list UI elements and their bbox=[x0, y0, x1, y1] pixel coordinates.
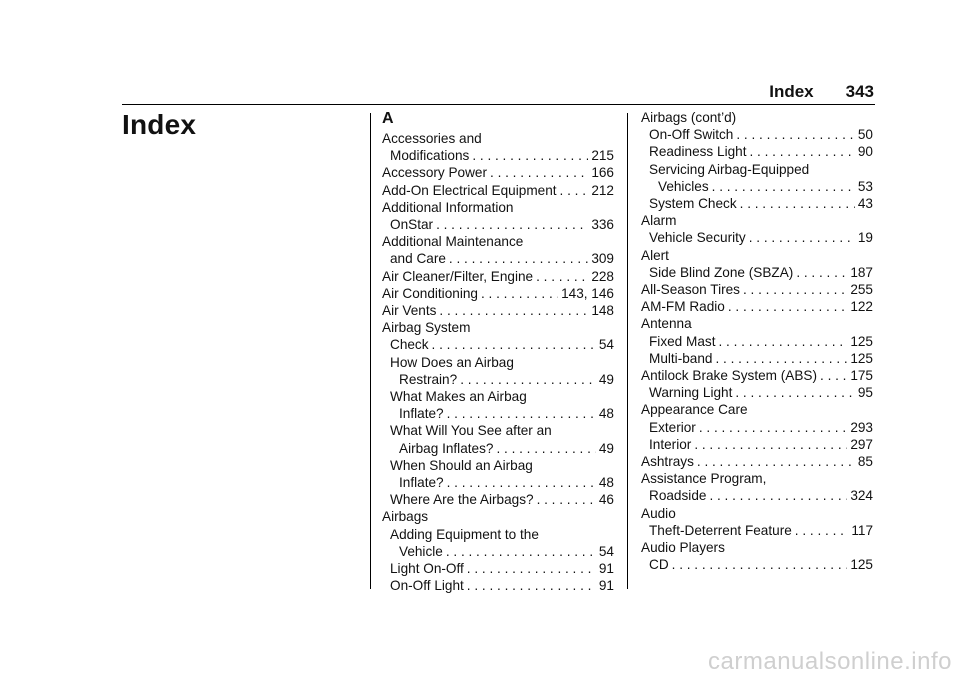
index-entry bbox=[382, 457, 614, 474]
page-title: Index bbox=[122, 109, 197, 140]
leader-dots bbox=[749, 229, 855, 246]
leader-dots bbox=[481, 285, 558, 302]
index-entry-text: What Makes an Airbag bbox=[390, 389, 527, 405]
index-entry-text: Side Blind Zone (SBZA) bbox=[649, 264, 794, 280]
header-page-number: 343 bbox=[845, 82, 874, 101]
index-entry bbox=[382, 302, 614, 319]
index-entry-text: Accessories and bbox=[382, 131, 482, 146]
leader-dots bbox=[718, 333, 847, 350]
index-entry-text: When Should an Airbag bbox=[390, 457, 533, 473]
index-entry-page: 50 bbox=[857, 127, 873, 143]
index-entry bbox=[382, 199, 614, 216]
leader-dots bbox=[436, 216, 588, 233]
index-entry-page: 166 bbox=[591, 165, 614, 181]
index-entry-text: Roadside bbox=[649, 488, 707, 504]
section-letter: A bbox=[382, 110, 394, 127]
index-entry-text: Exterior bbox=[649, 419, 696, 435]
index-entry bbox=[382, 560, 614, 577]
index-entry-page: 95 bbox=[857, 385, 873, 401]
index-entry-text: Vehicle bbox=[399, 543, 443, 559]
index-entry bbox=[641, 161, 873, 178]
index-entry bbox=[382, 164, 614, 181]
index-entry-page: 148 bbox=[591, 303, 614, 319]
column-divider bbox=[370, 113, 371, 589]
leader-dots bbox=[490, 164, 588, 181]
index-entry-page: 175 bbox=[850, 368, 873, 384]
leader-dots bbox=[467, 577, 596, 594]
index-entry-page: 49 bbox=[598, 371, 614, 387]
index-entry bbox=[382, 388, 614, 405]
index-entry-page: 53 bbox=[857, 178, 873, 194]
index-entry-text: OnStar bbox=[390, 217, 434, 233]
index-entry bbox=[641, 436, 873, 453]
index-entry-page: 48 bbox=[598, 406, 614, 422]
index-entry bbox=[382, 371, 614, 388]
index-entry bbox=[382, 182, 614, 199]
index-entry-text: Add-On Electrical Equipment bbox=[382, 182, 557, 198]
leader-dots bbox=[560, 182, 589, 199]
index-entry-page: 54 bbox=[598, 337, 614, 353]
index-entry bbox=[382, 491, 614, 508]
index-entry bbox=[382, 526, 614, 543]
index-entry-text: Additional Information bbox=[382, 199, 514, 215]
index-entry-page: 293 bbox=[850, 419, 873, 435]
index-column-1 bbox=[382, 109, 614, 594]
index-entry-text: Vehicles bbox=[658, 178, 709, 194]
leader-dots bbox=[699, 419, 847, 436]
index-entry-page: 228 bbox=[591, 268, 614, 284]
index-entry bbox=[641, 487, 873, 504]
index-entry-text: Readiness Light bbox=[649, 144, 747, 160]
index-entry bbox=[641, 281, 873, 298]
index-entry-text: Air Conditioning bbox=[382, 285, 478, 301]
index-entry bbox=[641, 126, 873, 143]
index-entry-page: 125 bbox=[850, 333, 873, 349]
index-entry-text: Audio Players bbox=[641, 540, 725, 556]
index-entry bbox=[382, 422, 614, 439]
index-entry-text: Airbag System bbox=[382, 320, 471, 336]
leader-dots bbox=[709, 487, 847, 504]
index-entry bbox=[382, 250, 614, 267]
index-column-2 bbox=[641, 109, 873, 573]
leader-dots bbox=[694, 436, 847, 453]
index-entry bbox=[641, 229, 873, 246]
index-entry bbox=[641, 350, 873, 367]
index-entry-page: 125 bbox=[850, 350, 873, 366]
index-entry bbox=[382, 285, 614, 302]
leader-dots bbox=[740, 195, 855, 212]
leader-dots bbox=[795, 522, 849, 539]
index-entry bbox=[382, 147, 614, 164]
leader-dots bbox=[496, 440, 595, 457]
index-entry bbox=[641, 419, 873, 436]
index-entry-page: 43 bbox=[857, 196, 873, 212]
index-entry bbox=[641, 470, 873, 487]
leader-dots bbox=[472, 147, 588, 164]
index-entry-text: CD bbox=[649, 557, 669, 573]
index-entry bbox=[641, 505, 873, 522]
index-entry-text: Antenna bbox=[641, 316, 692, 332]
index-entry-page: 215 bbox=[591, 148, 614, 164]
index-entry-text: Adding Equipment to the bbox=[390, 526, 539, 542]
index-entry bbox=[382, 354, 614, 371]
index-entry-text: Antilock Brake System (ABS) bbox=[641, 368, 818, 384]
index-entry-text: Light On-Off bbox=[390, 561, 464, 577]
leader-dots bbox=[736, 126, 855, 143]
index-entry bbox=[382, 474, 614, 491]
index-entry-text: All-Season Tires bbox=[641, 282, 740, 298]
index-entry-page: 85 bbox=[857, 454, 873, 470]
index-entry bbox=[382, 405, 614, 422]
leader-dots bbox=[446, 543, 596, 560]
index-entry-text: Alarm bbox=[641, 213, 677, 229]
leader-dots bbox=[743, 281, 847, 298]
leader-dots bbox=[820, 367, 847, 384]
index-entry bbox=[382, 336, 614, 353]
index-entry-page: 187 bbox=[850, 264, 873, 280]
leader-dots bbox=[537, 491, 596, 508]
index-entry-text: Vehicle Security bbox=[649, 230, 746, 246]
index-entry bbox=[382, 577, 614, 594]
index-entry-text: Additional Maintenance bbox=[382, 234, 524, 250]
index-entry bbox=[382, 543, 614, 560]
index-entry-page: 91 bbox=[598, 578, 614, 594]
index-entry-text: Warning Light bbox=[649, 385, 733, 401]
index-entry-text: Inflate? bbox=[399, 406, 444, 422]
leader-dots bbox=[715, 350, 847, 367]
index-entry bbox=[641, 384, 873, 401]
index-entry-text: Accessory Power bbox=[382, 165, 488, 181]
index-entry bbox=[382, 319, 614, 336]
index-entry-text: Audio bbox=[641, 505, 676, 521]
index-entry bbox=[641, 539, 873, 556]
index-entry-page: 49 bbox=[598, 440, 614, 456]
leader-dots bbox=[460, 371, 596, 388]
index-entry-text: Assistance Program, bbox=[641, 471, 767, 487]
index-entry-page: 255 bbox=[850, 282, 873, 298]
index-entry-page: 125 bbox=[850, 557, 873, 573]
index-entry bbox=[382, 216, 614, 233]
index-entry-page: 48 bbox=[598, 475, 614, 491]
index-entry bbox=[641, 247, 873, 264]
index-entry-text: Restrain? bbox=[399, 371, 458, 387]
leader-dots bbox=[672, 556, 848, 573]
index-entry-text: Alert bbox=[641, 247, 669, 263]
leader-dots bbox=[447, 405, 596, 422]
index-entry-text: Theft-Deterrent Feature bbox=[649, 522, 792, 538]
index-entry bbox=[641, 212, 873, 229]
leader-dots bbox=[432, 336, 596, 353]
leader-dots bbox=[536, 268, 588, 285]
index-entry-text: Modifications bbox=[390, 148, 470, 164]
index-entry-text: Airbags (cont’d) bbox=[641, 110, 737, 125]
running-header bbox=[769, 82, 874, 102]
leader-dots bbox=[735, 384, 855, 401]
index-entry-text: What Will You See after an bbox=[390, 423, 552, 439]
leader-dots bbox=[796, 264, 847, 281]
index-entry bbox=[641, 453, 873, 470]
index-entry-text: Air Vents bbox=[382, 303, 437, 319]
index-entry-page: 117 bbox=[851, 522, 873, 538]
index-entry-page: 122 bbox=[850, 299, 873, 315]
index-entry-text: Airbags bbox=[382, 509, 429, 525]
leader-dots bbox=[712, 178, 855, 195]
header-rule bbox=[122, 104, 875, 105]
index-entry-page: 336 bbox=[591, 217, 614, 233]
index-entry bbox=[641, 298, 873, 315]
index-entry bbox=[641, 178, 873, 195]
index-entry-text: System Check bbox=[649, 196, 737, 212]
leader-dots bbox=[467, 560, 596, 577]
index-entry bbox=[641, 333, 873, 350]
index-entry bbox=[382, 268, 614, 285]
index-entry bbox=[382, 440, 614, 457]
index-entry-text: Inflate? bbox=[399, 475, 444, 491]
index-entry-text: How Does an Airbag bbox=[390, 354, 514, 370]
column-divider bbox=[627, 113, 628, 589]
index-entry-text: Servicing Airbag-Equipped bbox=[649, 161, 810, 177]
index-entry-text: On-Off Light bbox=[390, 578, 464, 594]
index-entry bbox=[641, 143, 873, 160]
index-entry-text: Multi-band bbox=[649, 350, 713, 366]
index-entry bbox=[641, 109, 873, 126]
leader-dots bbox=[439, 302, 588, 319]
index-entry-text: On-Off Switch bbox=[649, 127, 734, 143]
index-entry-text: AM-FM Radio bbox=[641, 299, 725, 315]
index-entry-page: 19 bbox=[857, 230, 873, 246]
index-entry-text: Fixed Mast bbox=[649, 333, 716, 349]
index-entry-page: 46 bbox=[598, 492, 614, 508]
index-entry-page: 297 bbox=[850, 436, 873, 452]
index-entry bbox=[641, 195, 873, 212]
index-entry-text: Airbag Inflates? bbox=[399, 440, 494, 456]
index-entry-page: 324 bbox=[850, 488, 873, 504]
leader-dots bbox=[449, 250, 588, 267]
index-entry bbox=[641, 522, 873, 539]
index-entry bbox=[641, 367, 873, 384]
index-entry-page: 309 bbox=[591, 251, 614, 267]
index-entry-text: Air Cleaner/Filter, Engine bbox=[382, 268, 534, 284]
watermark: carmanualsonline.info bbox=[708, 648, 952, 675]
index-entry bbox=[382, 130, 614, 147]
leader-dots bbox=[728, 298, 847, 315]
header-section-title: Index bbox=[769, 82, 814, 101]
index-entry bbox=[382, 233, 614, 250]
index-entry bbox=[641, 264, 873, 281]
index-entry bbox=[382, 508, 614, 525]
leader-dots bbox=[447, 474, 596, 491]
index-entry-text: Appearance Care bbox=[641, 402, 748, 418]
index-entry bbox=[641, 556, 873, 573]
index-entry-text: Check bbox=[390, 337, 429, 353]
index-entry-page: 54 bbox=[598, 543, 614, 559]
leader-dots bbox=[750, 143, 855, 160]
index-entry-page: 90 bbox=[857, 144, 873, 160]
index-entry-page: 143, 146 bbox=[561, 285, 614, 301]
index-entry-text: Where Are the Airbags? bbox=[390, 492, 534, 508]
index-entry bbox=[641, 315, 873, 332]
index-entry-text: Ashtrays bbox=[641, 454, 694, 470]
index-entry-text: Interior bbox=[649, 436, 692, 452]
index-entry-text: and Care bbox=[390, 251, 446, 267]
index-entry-page: 91 bbox=[598, 561, 614, 577]
leader-dots bbox=[697, 453, 855, 470]
index-entry-page: 212 bbox=[591, 182, 614, 198]
index-entry bbox=[641, 401, 873, 418]
